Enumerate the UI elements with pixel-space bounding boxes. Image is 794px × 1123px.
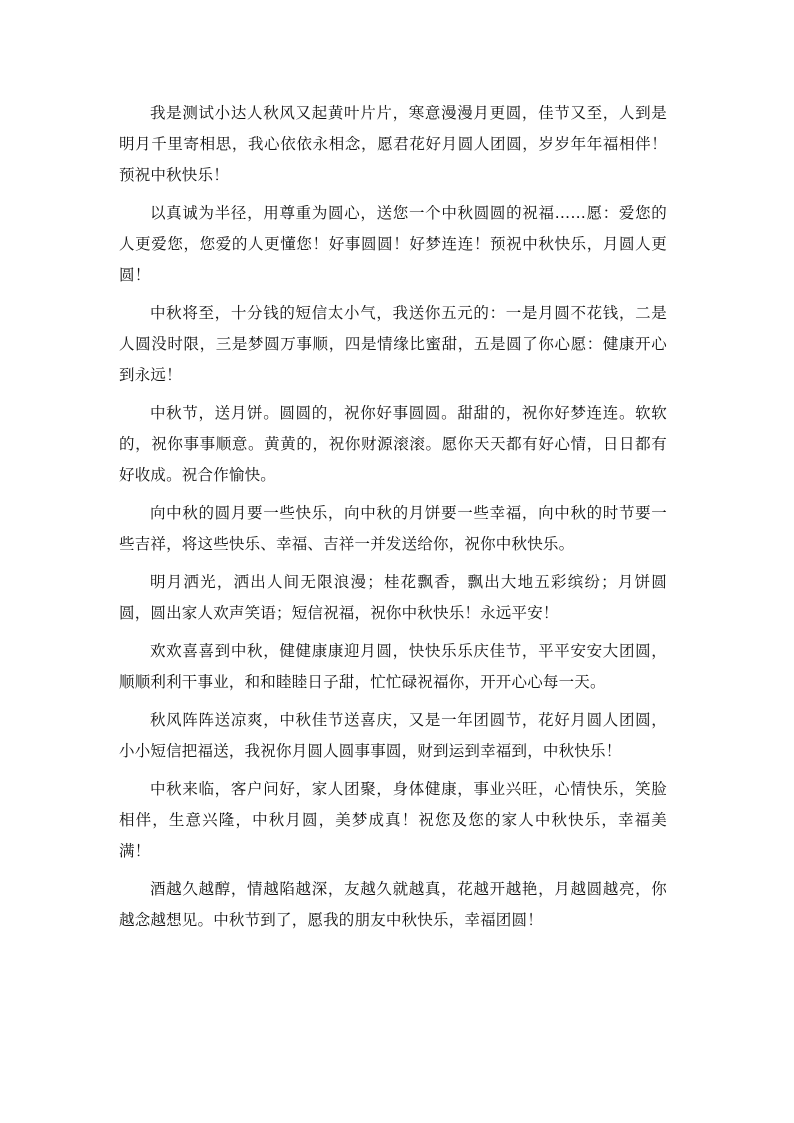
document-body <box>119 98 667 943</box>
paragraph-8: 秋风阵阵送凉爽，中秋佳节送喜庆，又是一年团圆节，花好月圆人团圆，小小短信把福送，我祝你月圆人圆事事圆，财到运到幸福到，中秋快乐！ <box>119 711 667 760</box>
paragraph-10: 酒越久越醇，情越陷越深，友越久就越真，花越开越艳，月越圆越亮，你越念越想见。中秋节到了，愿我的朋友中秋快乐，幸福团圆！ <box>119 880 667 929</box>
paragraph-4: 中秋节，送月饼。圆圆的，祝你好事圆圆。甜甜的，祝你好梦连连。软软的，祝你事事顺意。黄黄的，祝你财源滚滚。愿你天天都有好心情，日日都有好收成。祝合作愉快。 <box>119 404 667 484</box>
paragraph-3: 中秋将至，十分钱的短信太小气，我送你五元的：一是月圆不花钱，二是人圆没时限，三是梦圆万事顺，四是情缘比蜜甜，五是圆了你心愿：健康开心到永远！ <box>119 304 667 384</box>
paragraph-6: 明月洒光，洒出人间无限浪漫；桂花飘香，飘出大地五彩缤纷；月饼圆圆，圆出家人欢声笑语；短信祝福，祝你中秋快乐！永远平安！ <box>119 573 667 622</box>
paragraph-7: 欢欢喜喜到中秋，健健康康迎月圆，快快乐乐庆佳节，平平安安大团圆，顺顺利利干事业，和和睦睦日子甜，忙忙碌祝福你，开开心心每一天。 <box>119 642 667 691</box>
paragraph-9: 中秋来临，客户问好，家人团聚，身体健康，事业兴旺，心情快乐，笑脸相伴，生意兴隆，中秋月圆，美梦成真！祝您及您的家人中秋快乐，幸福美满！ <box>119 780 667 860</box>
paragraph-5: 向中秋的圆月要一些快乐，向中秋的月饼要一些幸福，向中秋的时节要一些吉祥，将这些快乐、幸福、吉祥一并发送给你，祝你中秋快乐。 <box>119 504 667 553</box>
paragraph-2: 以真诚为半径，用尊重为圆心，送您一个中秋圆圆的祝福……愿：爱您的人更爱您，您爱的人更懂您！好事圆圆！好梦连连！预祝中秋快乐，月圆人更圆！ <box>119 204 667 284</box>
paragraph-1: 我是测试小达人秋风又起黄叶片片，寒意漫漫月更圆，佳节又至，人到是明月千里寄相思，我心依依永相念，愿君花好月圆人团圆，岁岁年年福相伴！预祝中秋快乐！ <box>119 104 667 184</box>
